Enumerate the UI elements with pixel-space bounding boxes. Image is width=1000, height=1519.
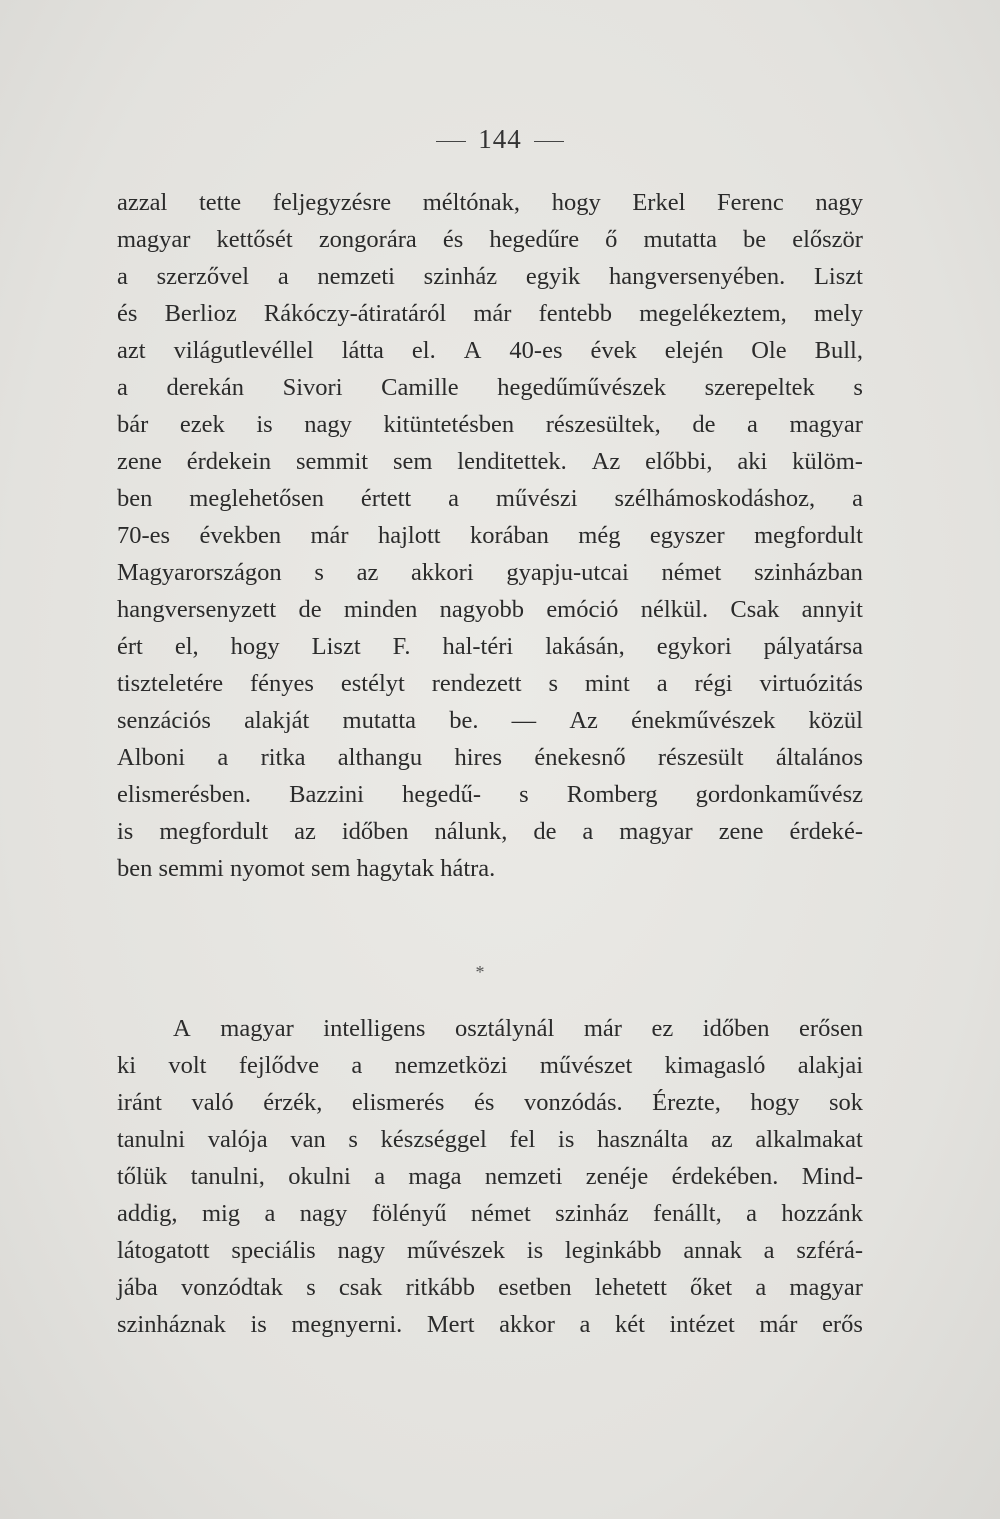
text-line: azzal tette feljegyzésre méltónak, hogy Erkel Ferenc nagy — [117, 189, 863, 216]
text-line: jába vonzódtak s csak ritkább esetben lehetett őket a magyar — [117, 1274, 863, 1301]
paragraph-2 — [117, 1010, 863, 1343]
page-number-header — [0, 124, 1000, 155]
text-line: senzációs alakját mutatta be. — Az énekművészek közül — [117, 707, 863, 734]
text-line: 70-es években már hajlott korában még egyszer megfordult — [117, 522, 863, 549]
text-line: és Berlioz Rákóczy-átiratáról már fentebb megelékeztem, mely — [117, 300, 863, 327]
text-line: a derekán Sivori Camille hegedűművészek szerepeltek s — [117, 374, 863, 401]
text-line: ben semmi nyomot sem hagytak hátra. — [117, 855, 496, 882]
text-line: Alboni a ritka althangu hires énekesnő részesült általános — [117, 744, 863, 771]
text-line: Magyarországon s az akkori gyapju-utcai német szinházban — [117, 559, 863, 586]
text-line: látogatott speciális nagy művészek is leginkább annak a szférá- — [117, 1237, 863, 1264]
text-line: tanulni valója van s készséggel fel is használta az alkalmakat — [117, 1126, 863, 1153]
text-line: addig, mig a nagy fölényű német szinház fenállt, a hozzánk — [117, 1200, 863, 1227]
text-line: A magyar intelligens osztálynál már ez időben erősen — [173, 1015, 863, 1042]
page-number: 144 — [478, 124, 522, 154]
paragraph-1 — [117, 184, 863, 887]
text-line: is megfordult az időben nálunk, de a magyar zene érdeké- — [117, 818, 863, 845]
text-line: iránt való érzék, elismerés és vonzódás. Érezte, hogy sok — [117, 1089, 863, 1116]
text-line: elismerésben. Bazzini hegedű- s Romberg gordonkaművész — [117, 781, 863, 808]
text-line: azt világutlevéllel látta el. A 40-es évek elején Ole Bull, — [117, 337, 863, 364]
text-line: tiszteletére fényes estélyt rendezett s mint a régi virtuózitás — [117, 670, 863, 697]
right-dash — [534, 141, 564, 142]
text-line: zene érdekein semmit sem lenditettek. Az előbbi, aki külöm- — [117, 448, 863, 475]
text-line: hangversenyzett de minden nagyobb emóció nélkül. Csak annyit — [117, 596, 863, 623]
text-line: a szerzővel a nemzeti szinház egyik hangversenyében. Liszt — [117, 263, 863, 290]
text-line: ért el, hogy Liszt F. hal-téri lakásán, egykori pályatársa — [117, 633, 863, 660]
text-line: tőlük tanulni, okulni a maga nemzeti zenéje érdekében. Mind- — [117, 1163, 863, 1190]
text-line: szinháznak is megnyerni. Mert akkor a két intézet már erős — [117, 1311, 863, 1338]
section-separator-asterisk: * — [475, 962, 485, 982]
left-dash — [436, 141, 466, 142]
text-line: ki volt fejlődve a nemzetközi művészet kimagasló alakjai — [117, 1052, 863, 1079]
text-line: bár ezek is nagy kitüntetésben részesültek, de a magyar — [117, 411, 863, 438]
text-line: magyar kettősét zongorára és hegedűre ő mutatta be először — [117, 226, 863, 253]
text-line: ben meglehetősen értett a művészi szélhámoskodáshoz, a — [117, 485, 863, 512]
